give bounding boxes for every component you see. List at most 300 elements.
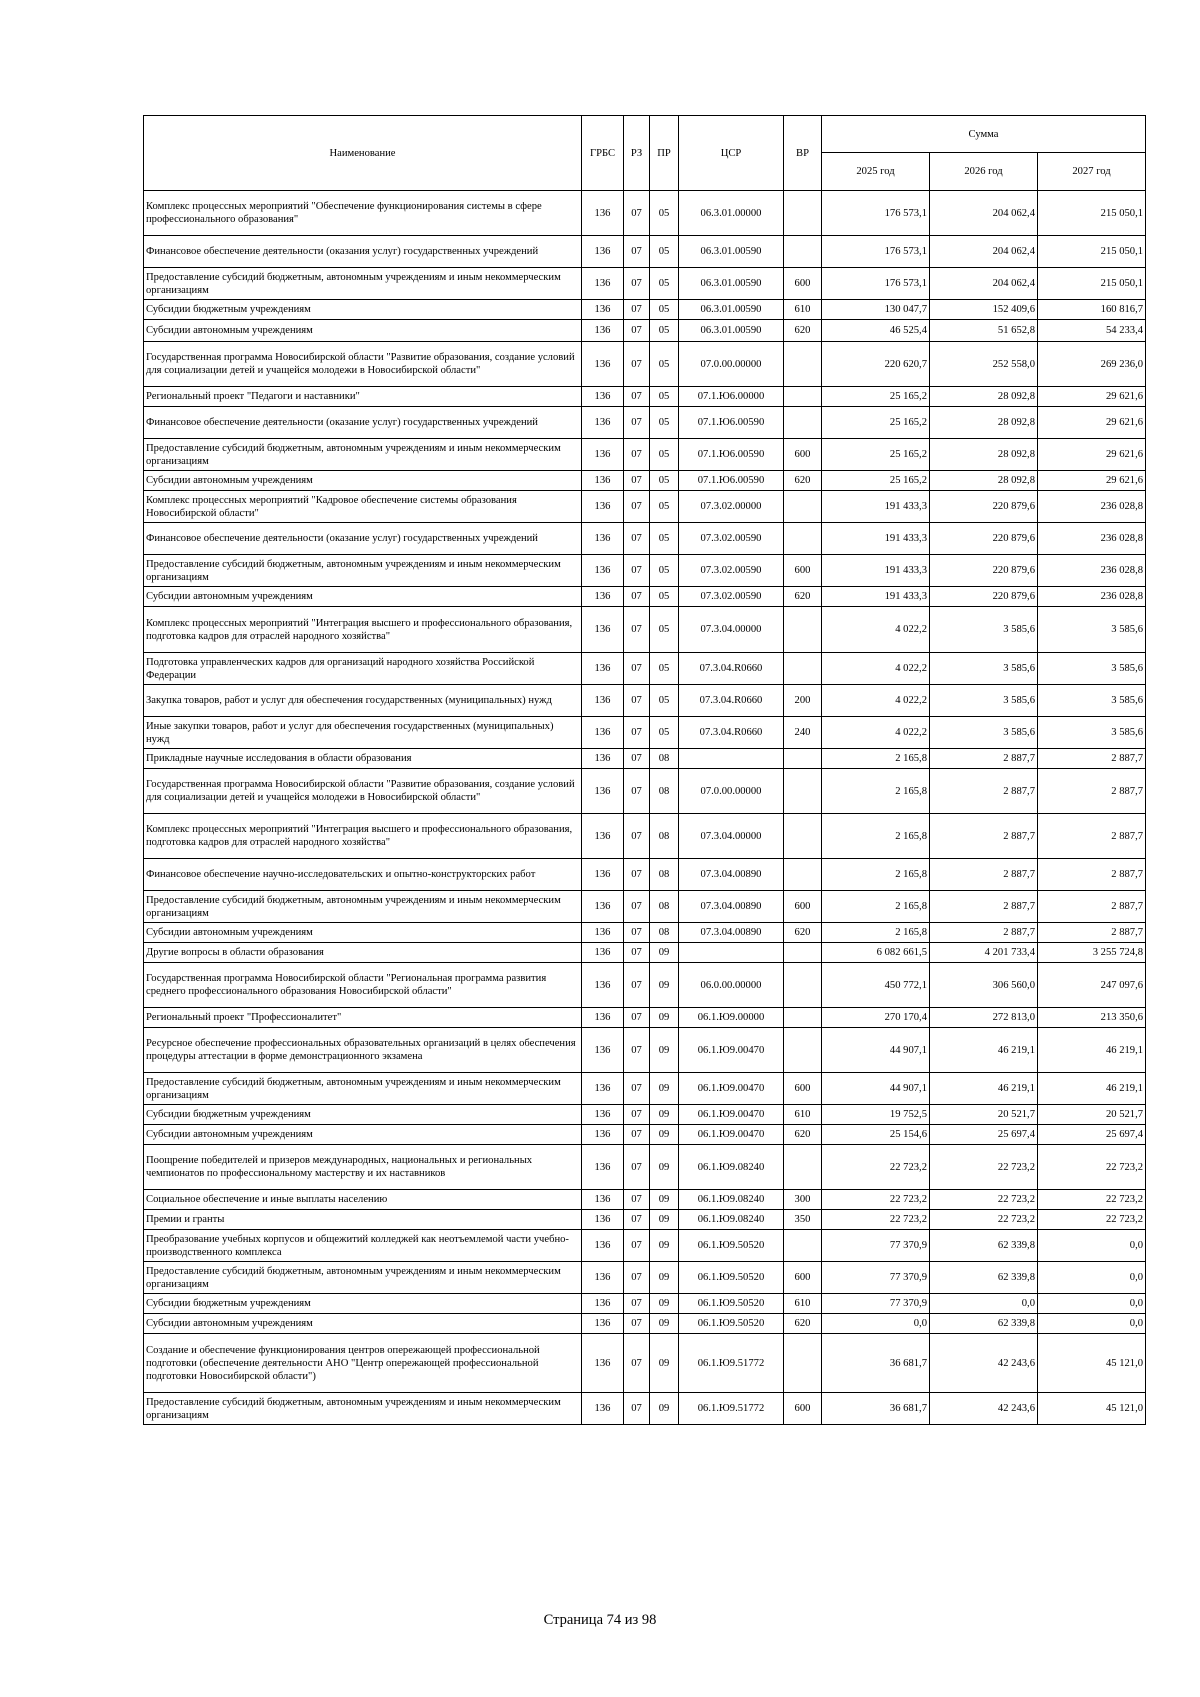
row-grbs: 136: [582, 555, 624, 587]
row-value-2027: 29 621,6: [1038, 407, 1146, 439]
row-rz: 07: [624, 1230, 650, 1262]
row-rz: 07: [624, 471, 650, 491]
row-grbs: 136: [582, 685, 624, 717]
header-vr: ВР: [784, 116, 822, 191]
row-grbs: 136: [582, 653, 624, 685]
row-csr: 07.3.04.00890: [679, 923, 784, 943]
row-grbs: 136: [582, 859, 624, 891]
row-value-2027: 20 521,7: [1038, 1105, 1146, 1125]
row-pr: 05: [650, 653, 679, 685]
table-row: [144, 653, 1146, 685]
row-vr: 620: [784, 587, 822, 607]
row-value-2025: 4 022,2: [822, 717, 930, 749]
row-csr: 06.1.Ю9.08240: [679, 1190, 784, 1210]
row-grbs: 136: [582, 439, 624, 471]
row-rz: 07: [624, 1294, 650, 1314]
row-value-2026: 0,0: [930, 1294, 1038, 1314]
row-rz: 07: [624, 555, 650, 587]
row-value-2027: 3 585,6: [1038, 717, 1146, 749]
row-pr: 05: [650, 587, 679, 607]
row-value-2026: 62 339,8: [930, 1230, 1038, 1262]
table-row: [144, 407, 1146, 439]
row-vr: 240: [784, 717, 822, 749]
row-grbs: 136: [582, 1028, 624, 1073]
row-value-2027: 22 723,2: [1038, 1210, 1146, 1230]
row-grbs: 136: [582, 1262, 624, 1294]
row-rz: 07: [624, 1125, 650, 1145]
row-value-2027: 215 050,1: [1038, 191, 1146, 236]
row-value-2025: 25 165,2: [822, 471, 930, 491]
row-rz: 07: [624, 236, 650, 268]
row-csr: 06.1.Ю9.00470: [679, 1028, 784, 1073]
row-value-2026: 252 558,0: [930, 342, 1038, 387]
row-csr: 06.3.01.00590: [679, 236, 784, 268]
row-pr: 09: [650, 943, 679, 963]
row-value-2026: 2 887,7: [930, 859, 1038, 891]
row-name: Предоставление субсидий бюджетным, автономным учреждениям и иным некоммерческим организациям: [144, 268, 582, 300]
row-value-2025: 130 047,7: [822, 300, 930, 320]
table-row: [144, 491, 1146, 523]
row-vr: 620: [784, 1125, 822, 1145]
row-value-2026: 220 879,6: [930, 491, 1038, 523]
row-rz: 07: [624, 1008, 650, 1028]
table-row: [144, 1210, 1146, 1230]
row-value-2027: 54 233,4: [1038, 320, 1146, 342]
row-value-2025: 191 433,3: [822, 491, 930, 523]
row-grbs: 136: [582, 769, 624, 814]
row-vr: [784, 491, 822, 523]
row-vr: 600: [784, 555, 822, 587]
row-value-2025: 25 154,6: [822, 1125, 930, 1145]
row-vr: 620: [784, 471, 822, 491]
row-vr: 600: [784, 439, 822, 471]
row-rz: 07: [624, 1028, 650, 1073]
row-value-2027: 45 121,0: [1038, 1334, 1146, 1393]
table-row: [144, 1393, 1146, 1425]
row-rz: 07: [624, 1210, 650, 1230]
row-value-2026: 204 062,4: [930, 268, 1038, 300]
row-value-2026: 28 092,8: [930, 407, 1038, 439]
row-rz: 07: [624, 814, 650, 859]
row-rz: 07: [624, 342, 650, 387]
row-name: Финансовое обеспечение деятельности (оказание услуг) государственных учреждений: [144, 523, 582, 555]
table-row: [144, 1314, 1146, 1334]
table-row: [144, 439, 1146, 471]
row-rz: 07: [624, 1262, 650, 1294]
row-vr: 610: [784, 1294, 822, 1314]
row-pr: 09: [650, 1262, 679, 1294]
row-value-2026: 22 723,2: [930, 1190, 1038, 1210]
table-row: [144, 1105, 1146, 1125]
row-value-2026: 25 697,4: [930, 1125, 1038, 1145]
row-value-2026: 2 887,7: [930, 814, 1038, 859]
table-row: [144, 300, 1146, 320]
row-csr: 07.3.04.R0660: [679, 717, 784, 749]
row-vr: [784, 963, 822, 1008]
row-pr: 05: [650, 407, 679, 439]
row-value-2025: 25 165,2: [822, 439, 930, 471]
row-value-2025: 22 723,2: [822, 1210, 930, 1230]
row-value-2026: 2 887,7: [930, 769, 1038, 814]
row-value-2026: 46 219,1: [930, 1073, 1038, 1105]
row-csr: 07.1.Ю6.00590: [679, 439, 784, 471]
table-row: [144, 1008, 1146, 1028]
row-vr: 200: [784, 685, 822, 717]
row-name: Предоставление субсидий бюджетным, автономным учреждениям и иным некоммерческим организациям: [144, 1393, 582, 1425]
table-row: [144, 749, 1146, 769]
header-csr: ЦСР: [679, 116, 784, 191]
row-vr: 610: [784, 1105, 822, 1125]
row-value-2027: 213 350,6: [1038, 1008, 1146, 1028]
row-pr: 05: [650, 268, 679, 300]
row-pr: 05: [650, 439, 679, 471]
row-grbs: 136: [582, 320, 624, 342]
row-pr: 05: [650, 523, 679, 555]
row-value-2026: 3 585,6: [930, 653, 1038, 685]
row-csr: 07.3.04.R0660: [679, 685, 784, 717]
row-value-2025: 44 907,1: [822, 1028, 930, 1073]
row-pr: 05: [650, 236, 679, 268]
row-pr: 05: [650, 471, 679, 491]
row-rz: 07: [624, 268, 650, 300]
table-row: [144, 342, 1146, 387]
row-csr: 07.0.00.00000: [679, 769, 784, 814]
row-grbs: 136: [582, 607, 624, 653]
row-vr: 350: [784, 1210, 822, 1230]
row-value-2026: 22 723,2: [930, 1210, 1038, 1230]
row-csr: 06.1.Ю9.00470: [679, 1125, 784, 1145]
row-grbs: 136: [582, 1008, 624, 1028]
row-value-2025: 22 723,2: [822, 1190, 930, 1210]
row-rz: 07: [624, 607, 650, 653]
row-rz: 07: [624, 1334, 650, 1393]
row-grbs: 136: [582, 1334, 624, 1393]
row-csr: 06.1.Ю9.08240: [679, 1210, 784, 1230]
row-rz: 07: [624, 1314, 650, 1334]
row-pr: 05: [650, 300, 679, 320]
row-vr: 600: [784, 1393, 822, 1425]
table-row: [144, 923, 1146, 943]
row-name: Премии и гранты: [144, 1210, 582, 1230]
row-value-2027: 0,0: [1038, 1314, 1146, 1334]
row-value-2027: 29 621,6: [1038, 439, 1146, 471]
row-pr: 08: [650, 859, 679, 891]
row-value-2025: 2 165,8: [822, 891, 930, 923]
row-value-2025: 6 082 661,5: [822, 943, 930, 963]
table-row: [144, 685, 1146, 717]
table-row: [144, 1145, 1146, 1190]
row-csr: 06.1.Ю9.50520: [679, 1294, 784, 1314]
row-grbs: 136: [582, 1393, 624, 1425]
row-csr: 06.1.Ю9.50520: [679, 1314, 784, 1334]
header-sum: Сумма: [822, 116, 1146, 153]
row-value-2025: 191 433,3: [822, 523, 930, 555]
row-pr: 09: [650, 1393, 679, 1425]
row-grbs: 136: [582, 236, 624, 268]
row-csr: 07.3.04.00890: [679, 891, 784, 923]
table-row: [144, 607, 1146, 653]
row-name: Предоставление субсидий бюджетным, автономным учреждениям и иным некоммерческим организациям: [144, 439, 582, 471]
row-value-2026: 220 879,6: [930, 587, 1038, 607]
row-pr: 08: [650, 749, 679, 769]
row-pr: 05: [650, 491, 679, 523]
header-rz: РЗ: [624, 116, 650, 191]
row-name: Создание и обеспечение функционирования центров опережающей профессиональной подготовки (обеспечение деятельности АНО "Центр опережающей профессиональной подготовки Новосибирской области"): [144, 1334, 582, 1393]
row-rz: 07: [624, 943, 650, 963]
row-value-2026: 28 092,8: [930, 471, 1038, 491]
row-csr: 06.1.Ю9.00000: [679, 1008, 784, 1028]
row-vr: [784, 1334, 822, 1393]
header-2025: 2025 год: [822, 153, 930, 191]
row-rz: 07: [624, 769, 650, 814]
table-row: [144, 769, 1146, 814]
row-value-2027: 45 121,0: [1038, 1393, 1146, 1425]
row-value-2025: 176 573,1: [822, 236, 930, 268]
row-vr: [784, 191, 822, 236]
row-value-2026: 22 723,2: [930, 1145, 1038, 1190]
row-value-2025: 2 165,8: [822, 749, 930, 769]
row-vr: 300: [784, 1190, 822, 1210]
row-rz: 07: [624, 300, 650, 320]
row-rz: 07: [624, 717, 650, 749]
row-value-2027: 2 887,7: [1038, 923, 1146, 943]
row-vr: [784, 814, 822, 859]
row-vr: 600: [784, 268, 822, 300]
row-value-2027: 29 621,6: [1038, 471, 1146, 491]
row-vr: 600: [784, 891, 822, 923]
row-name: Финансовое обеспечение научно-исследовательских и опытно-конструкторских работ: [144, 859, 582, 891]
row-csr: [679, 943, 784, 963]
row-rz: 07: [624, 1105, 650, 1125]
row-csr: 06.1.Ю9.00470: [679, 1073, 784, 1105]
row-grbs: 136: [582, 342, 624, 387]
row-value-2027: 2 887,7: [1038, 859, 1146, 891]
row-pr: 05: [650, 342, 679, 387]
table-row: [144, 1334, 1146, 1393]
row-rz: 07: [624, 523, 650, 555]
row-value-2025: 2 165,8: [822, 769, 930, 814]
row-grbs: 136: [582, 1230, 624, 1262]
row-name: Государственная программа Новосибирской области "Развитие образования, создание условий для социализации детей и учащейся молодежи в Новосибирской области": [144, 342, 582, 387]
table-row: [144, 1190, 1146, 1210]
row-rz: 07: [624, 653, 650, 685]
row-value-2026: 46 219,1: [930, 1028, 1038, 1073]
row-name: Комплекс процессных мероприятий "Кадровое обеспечение системы образования Новосибирской области": [144, 491, 582, 523]
row-value-2026: 28 092,8: [930, 387, 1038, 407]
row-value-2026: 62 339,8: [930, 1262, 1038, 1294]
row-rz: 07: [624, 1190, 650, 1210]
row-rz: 07: [624, 1073, 650, 1105]
row-value-2025: 270 170,4: [822, 1008, 930, 1028]
header-grbs: ГРБС: [582, 116, 624, 191]
row-pr: 09: [650, 1125, 679, 1145]
header-name: Наименование: [144, 116, 582, 191]
table-row: [144, 717, 1146, 749]
row-grbs: 136: [582, 587, 624, 607]
row-name: Предоставление субсидий бюджетным, автономным учреждениям и иным некоммерческим организациям: [144, 1073, 582, 1105]
row-name: Субсидии автономным учреждениям: [144, 1125, 582, 1145]
row-pr: 09: [650, 1145, 679, 1190]
row-csr: 06.3.01.00000: [679, 191, 784, 236]
row-name: Субсидии бюджетным учреждениям: [144, 1294, 582, 1314]
row-value-2025: 2 165,8: [822, 859, 930, 891]
row-name: Государственная программа Новосибирской области "Региональная программа развития среднего профессионального образования Новосибирской области": [144, 963, 582, 1008]
row-value-2026: 20 521,7: [930, 1105, 1038, 1125]
table-row: [144, 943, 1146, 963]
table-row: [144, 1125, 1146, 1145]
row-name: Другие вопросы в области образования: [144, 943, 582, 963]
table-row: [144, 523, 1146, 555]
row-value-2027: 3 585,6: [1038, 607, 1146, 653]
row-vr: 600: [784, 1262, 822, 1294]
row-pr: 09: [650, 1073, 679, 1105]
row-rz: 07: [624, 685, 650, 717]
row-grbs: 136: [582, 923, 624, 943]
row-grbs: 136: [582, 387, 624, 407]
row-value-2025: 36 681,7: [822, 1334, 930, 1393]
row-name: Финансовое обеспечение деятельности (оказание услуг) государственных учреждений: [144, 407, 582, 439]
row-value-2026: 204 062,4: [930, 191, 1038, 236]
header-2027: 2027 год: [1038, 153, 1146, 191]
row-value-2027: 25 697,4: [1038, 1125, 1146, 1145]
row-grbs: 136: [582, 471, 624, 491]
row-pr: 05: [650, 685, 679, 717]
table-row: [144, 859, 1146, 891]
row-pr: 08: [650, 814, 679, 859]
table-body: [144, 191, 1146, 1425]
row-value-2025: 25 165,2: [822, 387, 930, 407]
header-2026: 2026 год: [930, 153, 1038, 191]
row-name: Ресурсное обеспечение профессиональных образовательных организаций в целях обеспечения процедуры аттестации в форме демонстрационного экзамена: [144, 1028, 582, 1073]
row-vr: 620: [784, 1314, 822, 1334]
row-csr: 06.1.Ю9.08240: [679, 1145, 784, 1190]
row-value-2025: 0,0: [822, 1314, 930, 1334]
row-vr: [784, 1008, 822, 1028]
row-name: Субсидии автономным учреждениям: [144, 1314, 582, 1334]
row-pr: 05: [650, 607, 679, 653]
row-vr: [784, 859, 822, 891]
row-pr: 05: [650, 555, 679, 587]
row-value-2026: 306 560,0: [930, 963, 1038, 1008]
row-value-2025: 4 022,2: [822, 653, 930, 685]
row-pr: 09: [650, 1230, 679, 1262]
row-value-2027: 236 028,8: [1038, 555, 1146, 587]
row-name: Поощрение победителей и призеров международных, национальных и региональных чемпионатов по профессиональному мастерству и их наставников: [144, 1145, 582, 1190]
row-name: Предоставление субсидий бюджетным, автономным учреждениям и иным некоммерческим организациям: [144, 891, 582, 923]
row-value-2026: 3 585,6: [930, 685, 1038, 717]
row-value-2025: 191 433,3: [822, 587, 930, 607]
row-name: Прикладные научные исследования в области образования: [144, 749, 582, 769]
row-value-2026: 51 652,8: [930, 320, 1038, 342]
row-name: Субсидии автономным учреждениям: [144, 923, 582, 943]
row-rz: 07: [624, 387, 650, 407]
row-value-2027: 2 887,7: [1038, 814, 1146, 859]
row-value-2027: 2 887,7: [1038, 769, 1146, 814]
row-value-2025: 44 907,1: [822, 1073, 930, 1105]
table-row: [144, 555, 1146, 587]
row-value-2027: 22 723,2: [1038, 1145, 1146, 1190]
row-rz: 07: [624, 191, 650, 236]
row-pr: 05: [650, 320, 679, 342]
row-value-2025: 22 723,2: [822, 1145, 930, 1190]
row-value-2025: 36 681,7: [822, 1393, 930, 1425]
row-pr: 08: [650, 923, 679, 943]
row-pr: 09: [650, 1334, 679, 1393]
row-grbs: 136: [582, 268, 624, 300]
row-csr: 06.3.01.00590: [679, 268, 784, 300]
row-name: Иные закупки товаров, работ и услуг для обеспечения государственных (муниципальных) нужд: [144, 717, 582, 749]
row-pr: 09: [650, 1210, 679, 1230]
row-csr: 07.1.Ю6.00590: [679, 407, 784, 439]
row-csr: 07.3.04.R0660: [679, 653, 784, 685]
row-value-2027: 236 028,8: [1038, 523, 1146, 555]
row-grbs: 136: [582, 191, 624, 236]
row-value-2025: 450 772,1: [822, 963, 930, 1008]
row-grbs: 136: [582, 300, 624, 320]
row-grbs: 136: [582, 407, 624, 439]
row-vr: [784, 523, 822, 555]
row-value-2026: 152 409,6: [930, 300, 1038, 320]
table-row: [144, 963, 1146, 1008]
row-grbs: 136: [582, 1210, 624, 1230]
row-name: Социальное обеспечение и иные выплаты населению: [144, 1190, 582, 1210]
row-pr: 05: [650, 191, 679, 236]
row-grbs: 136: [582, 1125, 624, 1145]
row-vr: [784, 749, 822, 769]
table-header: [144, 116, 1146, 191]
row-value-2026: 62 339,8: [930, 1314, 1038, 1334]
budget-table: [143, 115, 1146, 1425]
row-csr: 06.0.00.00000: [679, 963, 784, 1008]
row-value-2027: 0,0: [1038, 1230, 1146, 1262]
table-row: [144, 1028, 1146, 1073]
row-value-2025: 4 022,2: [822, 607, 930, 653]
row-rz: 07: [624, 923, 650, 943]
row-rz: 07: [624, 1393, 650, 1425]
row-value-2027: 3 585,6: [1038, 685, 1146, 717]
row-value-2026: 42 243,6: [930, 1393, 1038, 1425]
row-vr: [784, 387, 822, 407]
row-name: Субсидии автономным учреждениям: [144, 587, 582, 607]
row-vr: 620: [784, 923, 822, 943]
table-row: [144, 587, 1146, 607]
row-rz: 07: [624, 859, 650, 891]
row-vr: [784, 653, 822, 685]
row-value-2027: 46 219,1: [1038, 1073, 1146, 1105]
row-vr: 620: [784, 320, 822, 342]
row-name: Преобразование учебных корпусов и общежитий колледжей как неотъемлемой части учебно-производственного комплекса: [144, 1230, 582, 1262]
row-value-2026: 2 887,7: [930, 749, 1038, 769]
row-rz: 07: [624, 439, 650, 471]
row-pr: 05: [650, 717, 679, 749]
row-rz: 07: [624, 407, 650, 439]
row-name: Закупка товаров, работ и услуг для обеспечения государственных (муниципальных) нужд: [144, 685, 582, 717]
row-name: Подготовка управленческих кадров для организаций народного хозяйства Российской Федерации: [144, 653, 582, 685]
row-name: Региональный проект "Педагоги и наставники": [144, 387, 582, 407]
row-value-2027: 3 255 724,8: [1038, 943, 1146, 963]
row-grbs: 136: [582, 1105, 624, 1125]
row-pr: 05: [650, 387, 679, 407]
row-value-2027: 215 050,1: [1038, 236, 1146, 268]
row-value-2026: 204 062,4: [930, 236, 1038, 268]
row-value-2027: 2 887,7: [1038, 891, 1146, 923]
row-csr: 06.1.Ю9.00470: [679, 1105, 784, 1125]
row-pr: 09: [650, 963, 679, 1008]
row-vr: [784, 236, 822, 268]
table-row: [144, 471, 1146, 491]
row-vr: [784, 769, 822, 814]
row-csr: 07.3.02.00590: [679, 555, 784, 587]
